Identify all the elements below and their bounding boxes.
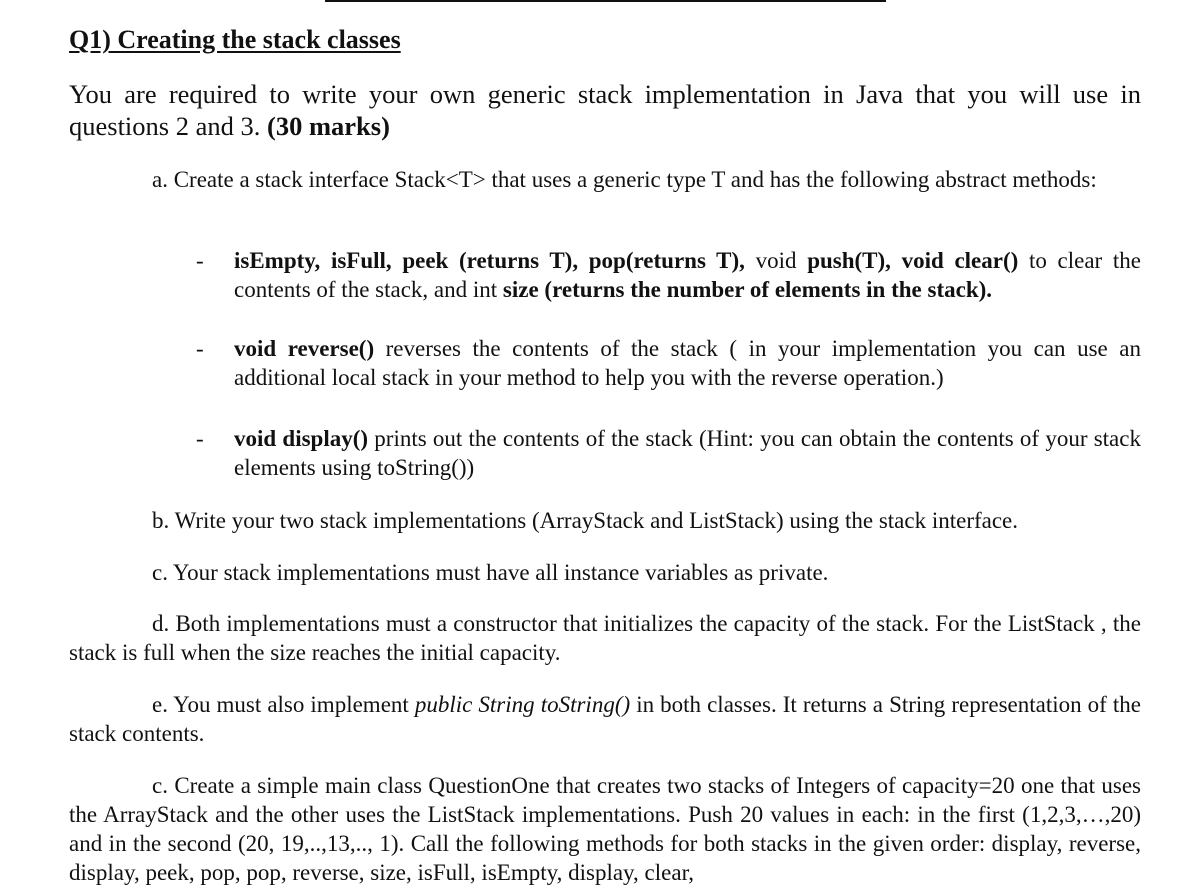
item-a: a. Create a stack interface Stack<T> that uses a generic type T and has the following abstract methods: [152,167,1097,192]
bullet-display-text: prints out the contents of the stack (Hint: you can obtain the contents of your stack elements using toString()) [234,426,1141,480]
item-e-text-1: e. You must also implement [152,692,415,717]
bullet-methods [234,246,1141,304]
intro-paragraph [69,78,1141,142]
item-c: c. Your stack implementations must have all instance variables as private. [152,560,829,585]
marks-label: (30 marks) [267,111,390,141]
bullet-methods-bold-1: isEmpty, isFull, peek (returns T), pop(returns T), [234,248,745,273]
section-heading: Q1) Creating the stack classes [69,25,401,54]
bullet-reverse-text: reverses the contents of the stack ( in your implementation you can use an additional local stack in your method to help you with the reverse operation.) [234,336,1141,390]
bullet-methods-text-2: to clear the contents of the stack, and int [234,248,1141,302]
intro-text: You are required to write your own generic stack implementation in Java that you will use in questions 2 and 3. [69,79,1141,141]
bullet-display-bold: void display() [234,426,369,451]
item-e-italic: public String toString() [414,692,631,717]
bullet-methods-bold-2: push(T), void clear() [807,248,1019,273]
bullet-methods-bold-3: size (returns the number of elements in the stack). [502,277,993,302]
bullet-dash-2: - [196,336,204,361]
bullet-dash-1: - [196,248,204,273]
item-d: d. Both implementations must a constructor that initializes the capacity of the stack. For the ListStack , the stack is full when the size reaches the initial capacity. [69,611,1141,665]
bullet-reverse [234,334,1141,392]
top-rule [325,0,886,2]
item-e [69,690,1141,748]
item-b: b. Write your two stack implementations (ArrayStack and ListStack) using the stack interface. [152,508,1019,533]
bullet-reverse-bold: void reverse() [234,336,375,361]
bullet-dash-3: - [196,426,204,451]
bullet-methods-text-1: void [744,248,808,273]
item-e-text-2: in both classes. It returns a String representation of the stack contents. [69,692,1141,746]
bullet-display [234,424,1141,482]
item-c2: c. Create a simple main class QuestionOne that creates two stacks of Integers of capacity=20 one that uses the ArrayStack and the other uses the ListStack implementations. Push 20 values in each: in the first (1,2,3,…,20) and in the second (20, 19,..,13,.., 1). Call the following methods for both stacks in the given order: display, reverse, display, peek, pop, pop, reverse, size, isFull, isEmpty, display, clear, [69,773,1141,885]
